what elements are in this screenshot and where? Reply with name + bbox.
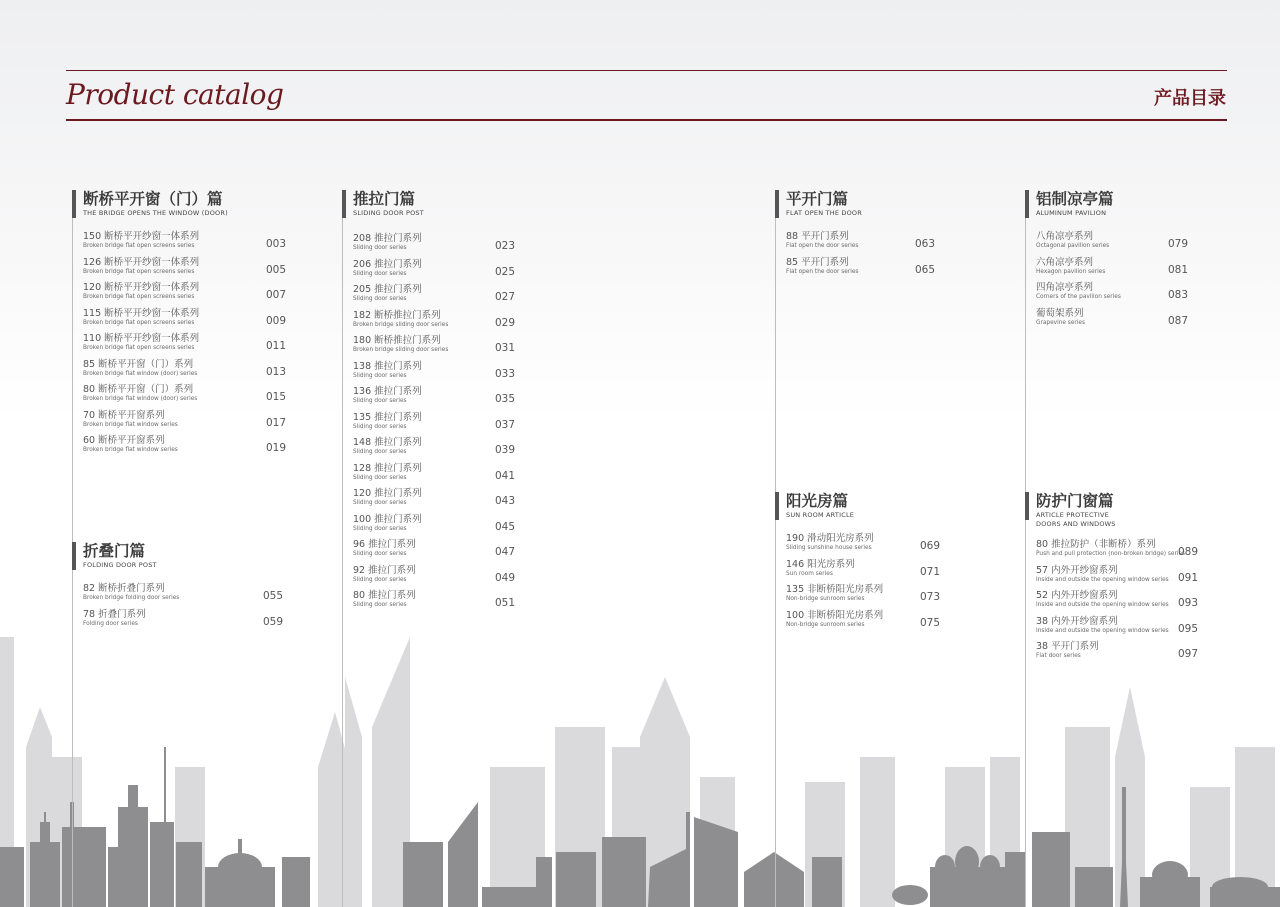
catalog-entry: [342, 488, 592, 514]
catalog-entry: [72, 257, 322, 283]
catalog-entry: [72, 384, 322, 410]
entry-page-number: 011: [266, 340, 287, 352]
entry-name: 126 断桥平开纱窗一体系列: [83, 256, 200, 268]
entry-description: Flat open the door series: [786, 268, 859, 275]
entry-page-number: 047: [495, 546, 516, 558]
section-sun-room: [775, 492, 995, 635]
catalog-entry: [342, 335, 592, 361]
section-subtitle: FLAT OPEN THE DOOR: [786, 209, 862, 217]
catalog-title: Product catalog: [66, 78, 284, 111]
section-title: 防护门窗篇: [1036, 492, 1114, 510]
entry-name: 96 推拉门系列: [353, 539, 416, 550]
catalog-entry: [342, 361, 592, 387]
entry-description: Grapevine series: [1036, 319, 1085, 326]
entry-description: Sliding door series: [353, 551, 407, 557]
section-title: 断桥平开窗（门）篇: [83, 190, 223, 208]
entry-description: Sliding door series: [353, 576, 407, 583]
entry-description: Broken bridge folding door series: [83, 595, 180, 601]
catalog-entry: [342, 310, 592, 336]
entry-description: Broken bridge flat open screens series: [83, 345, 195, 351]
entry-name: 135 非断桥阳光房系列: [786, 584, 884, 595]
entry-page-number: 045: [495, 520, 516, 533]
section-title: 阳光房篇: [786, 492, 849, 510]
section-subtitle: FOLDING DOOR POST: [83, 561, 157, 569]
section-subtitle: SLIDING DOOR POST: [353, 209, 424, 217]
entry-page-number: 079: [1168, 238, 1189, 250]
entry-page-number: 025: [495, 265, 516, 278]
catalog-entry: [72, 609, 322, 635]
entry-page-number: 089: [1178, 546, 1199, 558]
entry-description: Folding door series: [83, 620, 138, 627]
entry-page-number: 003: [266, 238, 287, 250]
catalog-entry: [342, 412, 592, 438]
entry-page-number: 083: [1168, 289, 1189, 301]
entry-description: Octagonal pavilion series: [1036, 243, 1110, 249]
section-title: 平开门篇: [786, 190, 849, 208]
section-title: 折叠门篇: [83, 542, 146, 560]
entry-page-number: 095: [1178, 622, 1199, 635]
entry-description: Inside and outside the opening window series: [1036, 576, 1169, 583]
entry-name: 80 推拉门系列: [353, 590, 416, 601]
entry-description: Broken bridge flat open screens series: [83, 319, 195, 326]
entry-page-number: 023: [495, 240, 516, 252]
catalog-entry: [342, 437, 592, 463]
entry-name: 88 平开门系列: [786, 231, 849, 242]
catalog-entry: [72, 282, 322, 308]
entry-name: 八角凉亭系列: [1036, 231, 1094, 242]
section-subtitle: SUN ROOM ARTICLE: [786, 511, 855, 519]
entry-description: Sliding door series: [353, 500, 407, 506]
entry-page-number: 065: [915, 263, 936, 276]
item-list: [775, 231, 995, 282]
section-title: 铝制凉亭篇: [1036, 190, 1114, 208]
entry-page-number: 043: [495, 495, 516, 507]
entry-description: Sliding door series: [353, 372, 407, 379]
entry-name: 190 滑动阳光房系列: [786, 533, 874, 544]
entry-page-number: 013: [266, 365, 287, 378]
entry-name: 葡萄架系列: [1036, 307, 1084, 319]
entry-description: Broken bridge flat window series: [83, 421, 178, 428]
entry-page-number: 087: [1168, 314, 1189, 327]
catalog-entry: [342, 590, 592, 616]
entry-description: Broken bridge flat open screens series: [83, 294, 195, 300]
catalog-entry: [1025, 257, 1225, 283]
entry-name: 148 推拉门系列: [353, 437, 422, 448]
catalog-entry: [72, 435, 322, 461]
entry-name: 70 断桥平开窗系列: [83, 409, 165, 421]
item-list: [72, 583, 322, 634]
entry-page-number: 005: [266, 263, 287, 276]
catalog-entry: [1025, 590, 1245, 616]
catalog-entry: [775, 231, 995, 257]
section-header: [72, 542, 322, 569]
entry-page-number: 055: [263, 590, 284, 602]
entry-description: Broken bridge flat window (door) series: [83, 396, 198, 402]
catalog-entry: [342, 539, 592, 565]
entry-name: 138 推拉门系列: [353, 360, 422, 372]
entry-description: Broken bridge flat window (door) series: [83, 370, 198, 377]
entry-description: Push and pull protection (non-broken bridge) series: [1036, 551, 1186, 557]
entry-page-number: 015: [266, 391, 287, 403]
entry-description: Broken bridge flat window series: [83, 447, 178, 453]
item-list: [1025, 231, 1225, 333]
entry-name: 85 平开门系列: [786, 256, 849, 268]
catalog-entry: [72, 231, 322, 257]
item-list: [1025, 539, 1245, 667]
catalog-entry: [1025, 565, 1245, 591]
entry-name: 100 非断桥阳光房系列: [786, 609, 884, 621]
entry-description: Sliding door series: [353, 270, 407, 277]
entry-name: 85 断桥平开窗（门）系列: [83, 358, 194, 370]
entry-page-number: 049: [495, 571, 516, 584]
entry-description: Non-bridge sunroom series: [786, 621, 865, 628]
entry-name: 38 内外开纱窗系列: [1036, 615, 1118, 627]
catalog-entry: [342, 233, 592, 259]
entry-name: 82 断桥折叠门系列: [83, 583, 165, 594]
entry-page-number: 071: [920, 565, 941, 578]
entry-description: Sliding door series: [353, 245, 407, 251]
entry-description: Corners of the pavilion series: [1036, 294, 1121, 300]
entry-name: 206 推拉门系列: [353, 258, 422, 270]
entry-description: Inside and outside the opening window series: [1036, 602, 1169, 608]
entry-page-number: 039: [495, 444, 516, 456]
section-flat-door: [775, 190, 995, 282]
entry-page-number: 069: [920, 540, 941, 552]
entry-name: 92 推拉门系列: [353, 564, 416, 576]
entry-name: 78 折叠门系列: [83, 608, 146, 620]
section-header: [72, 190, 322, 217]
entry-page-number: 037: [495, 418, 516, 431]
entry-name: 四角凉亭系列: [1036, 282, 1094, 293]
entry-page-number: 063: [915, 238, 936, 250]
entry-page-number: 007: [266, 289, 287, 301]
entry-page-number: 073: [920, 591, 941, 603]
entry-name: 100 推拉门系列: [353, 513, 422, 525]
entry-page-number: 009: [266, 314, 287, 327]
entry-name: 182 断桥推拉门系列: [353, 309, 441, 321]
entry-description: Sliding sunshine house series: [786, 545, 872, 551]
entry-description: Broken bridge flat open screens series: [83, 268, 195, 275]
entry-page-number: 075: [920, 616, 941, 629]
entry-description: Broken bridge sliding door series: [353, 347, 449, 353]
section-header: [775, 190, 995, 217]
entry-page-number: 029: [495, 316, 516, 329]
entry-name: 57 内外开纱窗系列: [1036, 564, 1118, 576]
entry-page-number: 041: [495, 469, 516, 482]
entry-name: 135 推拉门系列: [353, 411, 422, 423]
item-list: [775, 533, 995, 635]
item-list: [72, 231, 322, 461]
section-aluminum-pavilion: [1025, 190, 1225, 333]
catalog-entry: [775, 533, 995, 559]
item-list: [342, 233, 592, 616]
catalog-entry: [775, 584, 995, 610]
entry-description: Sliding door series: [353, 423, 407, 430]
entry-description: Flat open the door series: [786, 243, 859, 249]
entry-description: Sliding door series: [353, 474, 407, 481]
catalog-entry: [342, 514, 592, 540]
section-subtitle: THE BRIDGE OPENS THE WINDOW (DOOR): [83, 209, 228, 217]
catalog-entry: [72, 359, 322, 385]
catalog-entry: [342, 463, 592, 489]
section-header: [1025, 190, 1225, 217]
section-bridge-window: [72, 190, 322, 461]
entry-name: 150 断桥平开纱窗一体系列: [83, 231, 200, 242]
section-title: 推拉门篇: [353, 190, 416, 208]
catalog-entry: [775, 610, 995, 636]
entry-name: 115 断桥平开纱窗一体系列: [83, 307, 200, 319]
section-subtitle: ARTICLE PROTECTIVE: [1036, 511, 1109, 519]
catalog-entry: [775, 559, 995, 585]
catalog-entry: [1025, 231, 1225, 257]
entry-page-number: 031: [495, 342, 516, 354]
entry-name: 60 断桥平开窗系列: [83, 435, 165, 446]
section-header: [342, 190, 592, 217]
section-header: [1025, 492, 1245, 528]
entry-page-number: 035: [495, 393, 516, 405]
header-bottom-rule: [66, 119, 1227, 121]
section-folding-door: [72, 542, 322, 634]
entry-description: Hexagon pavilion series: [1036, 268, 1106, 275]
entry-name: 52 内外开纱窗系列: [1036, 590, 1118, 601]
catalog-entry: [342, 284, 592, 310]
catalog-entry: [72, 410, 322, 436]
entry-name: 128 推拉门系列: [353, 462, 422, 474]
catalog-entry: [1025, 641, 1245, 667]
entry-name: 80 推拉防护（非断桥）系列: [1036, 539, 1156, 550]
entry-description: Sliding door series: [353, 525, 407, 532]
entry-name: 120 断桥平开纱窗一体系列: [83, 282, 200, 293]
catalog-title-cn: 产品目录: [1154, 88, 1226, 109]
entry-page-number: 081: [1168, 263, 1189, 276]
entry-name: 六角凉亭系列: [1036, 256, 1094, 268]
entry-description: Inside and outside the opening window series: [1036, 627, 1169, 634]
entry-name: 80 断桥平开窗（门）系列: [83, 384, 194, 395]
catalog-entry: [342, 565, 592, 591]
catalog-entry: [342, 386, 592, 412]
entry-name: 180 断桥推拉门系列: [353, 335, 441, 346]
entry-description: Sliding door series: [353, 602, 407, 608]
catalog-entry: [72, 308, 322, 334]
section-header: [775, 492, 995, 519]
entry-description: Sliding door series: [353, 296, 407, 302]
entry-description: Broken bridge sliding door series: [353, 321, 449, 328]
entry-description: Sun room series: [786, 570, 833, 577]
entry-page-number: 059: [263, 615, 284, 628]
entry-name: 205 推拉门系列: [353, 284, 422, 295]
section-protective-doors-windows: [1025, 492, 1245, 667]
entry-description: Broken bridge flat open screens series: [83, 243, 195, 249]
entry-page-number: 091: [1178, 571, 1199, 584]
entry-page-number: 097: [1178, 648, 1199, 660]
entry-name: 38 平开门系列: [1036, 641, 1099, 652]
section-subtitle-line2: DOORS AND WINDOWS: [1036, 520, 1116, 528]
entry-name: 136 推拉门系列: [353, 386, 422, 397]
entry-page-number: 017: [266, 416, 287, 429]
catalog-entry: [1025, 282, 1225, 308]
entry-description: Sliding door series: [353, 398, 407, 404]
entry-page-number: 027: [495, 291, 516, 303]
entry-page-number: 033: [495, 367, 516, 380]
section-sliding-door: [342, 190, 592, 616]
catalog-entry: [1025, 539, 1245, 565]
catalog-entry: [342, 259, 592, 285]
entry-page-number: 093: [1178, 597, 1199, 609]
catalog-entry: [775, 257, 995, 283]
header-top-rule: [66, 70, 1227, 71]
catalog-entry: [1025, 308, 1225, 334]
catalog-entry: [72, 583, 322, 609]
entry-name: 146 阳光房系列: [786, 558, 855, 570]
section-subtitle: ALUMINUM PAVILION: [1036, 209, 1107, 217]
entry-description: Sliding door series: [353, 449, 407, 455]
catalog-entry: [72, 333, 322, 359]
entry-page-number: 019: [266, 442, 287, 454]
entry-name: 208 推拉门系列: [353, 233, 422, 244]
entry-page-number: 051: [495, 597, 516, 609]
entry-name: 120 推拉门系列: [353, 488, 422, 499]
catalog-entry: [1025, 616, 1245, 642]
entry-description: Non-bridge sunroom series: [786, 596, 865, 602]
entry-description: Flat door series: [1036, 653, 1081, 659]
entry-name: 110 断桥平开纱窗一体系列: [83, 333, 200, 344]
